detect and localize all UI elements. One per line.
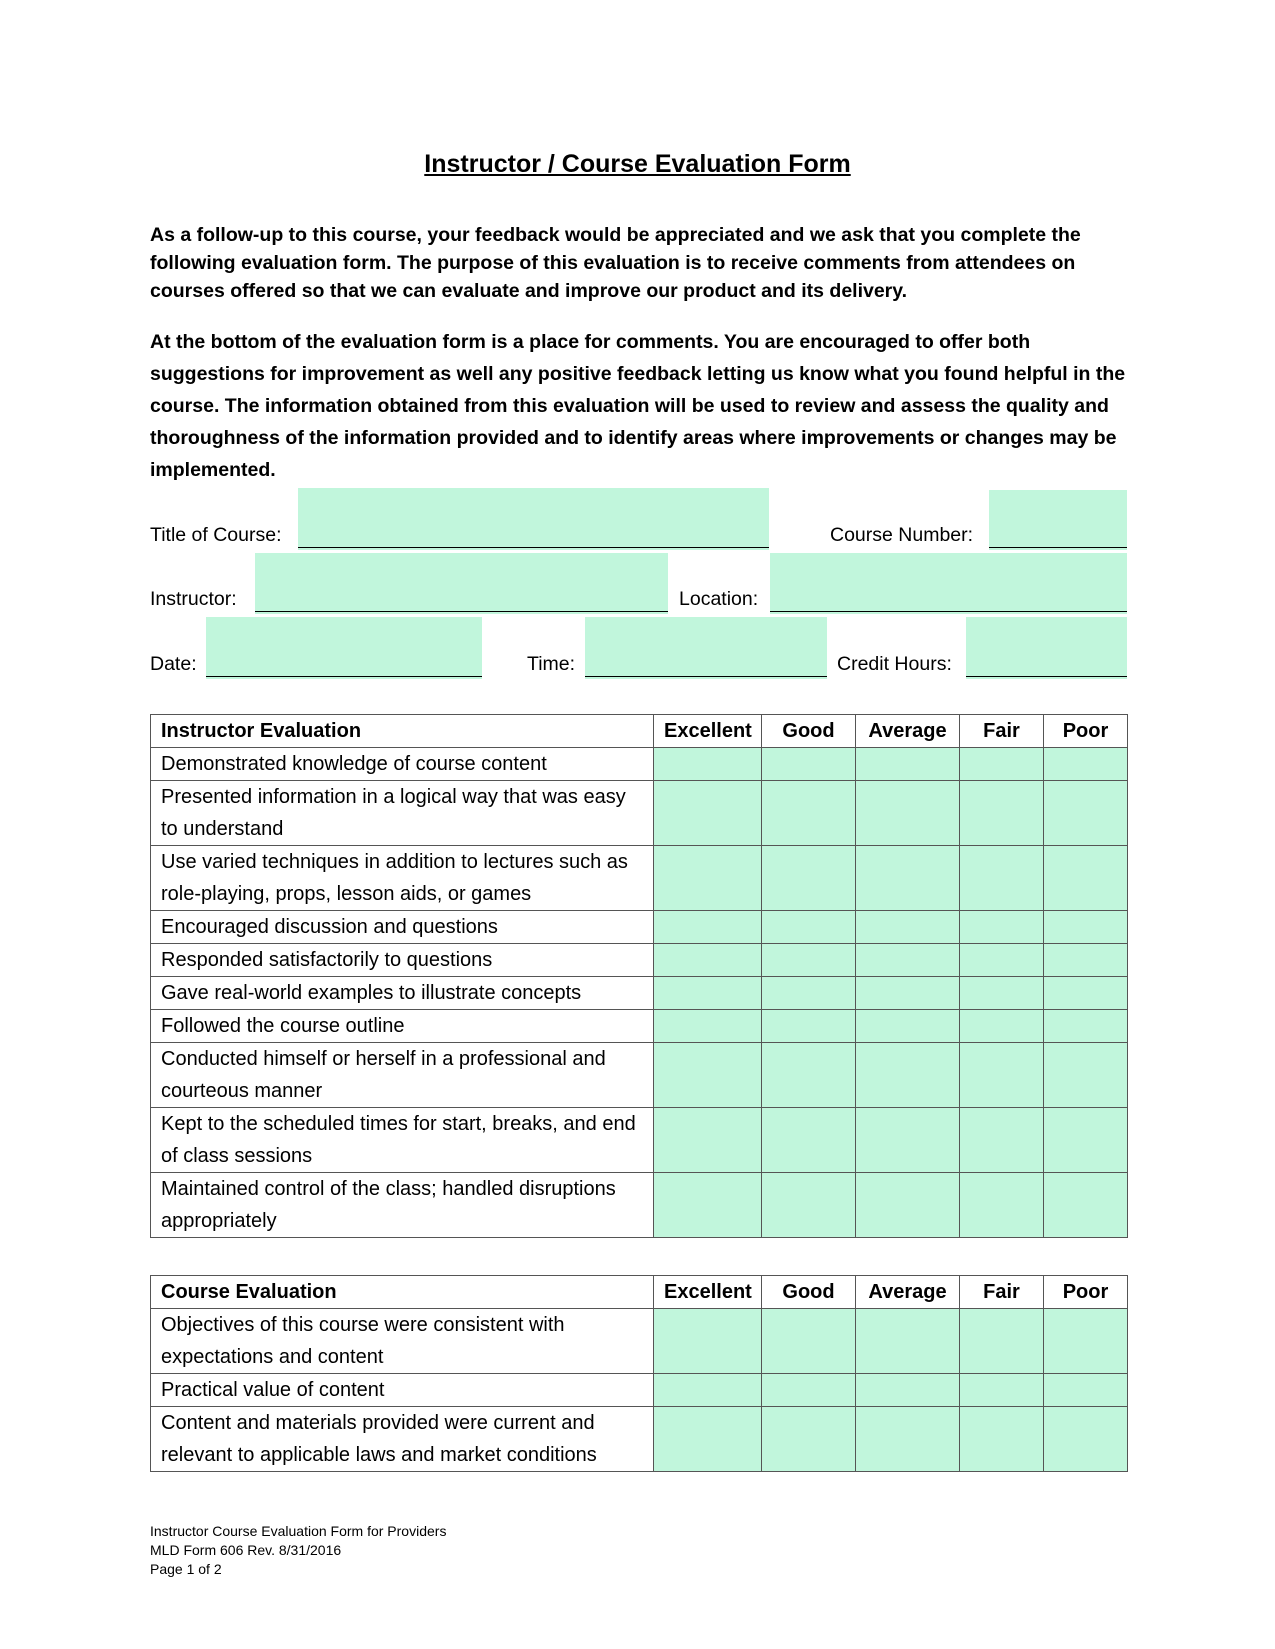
- column-average: Average: [856, 715, 960, 748]
- table-header-row: [151, 715, 1128, 748]
- table-row: [151, 1374, 1128, 1407]
- criterion-label: Maintained control of the class; handled disruptions appropriately: [151, 1173, 654, 1238]
- rating-cell-average[interactable]: [856, 977, 960, 1010]
- column-excellent: Excellent: [654, 715, 762, 748]
- rating-cell-excellent[interactable]: [654, 944, 762, 977]
- rating-cell-good[interactable]: [762, 1309, 856, 1374]
- rating-cell-fair[interactable]: [960, 911, 1044, 944]
- rating-cell-poor[interactable]: [1044, 977, 1128, 1010]
- column-good: Good: [762, 715, 856, 748]
- title-of-course-label: Title of Course:: [150, 524, 282, 546]
- form-title: Instructor / Course Evaluation Form: [424, 150, 851, 178]
- instructor-label: Instructor:: [150, 588, 237, 610]
- rating-cell-fair[interactable]: [960, 1374, 1044, 1407]
- table-row: [151, 1043, 1128, 1108]
- criterion-label: Objectives of this course were consistent with expectations and content: [151, 1309, 654, 1374]
- table-row: [151, 846, 1128, 911]
- criterion-label: Encouraged discussion and questions: [151, 911, 654, 944]
- rating-cell-excellent[interactable]: [654, 846, 762, 911]
- rating-cell-fair[interactable]: [960, 781, 1044, 846]
- rating-cell-good[interactable]: [762, 1173, 856, 1238]
- location-label: Location:: [679, 588, 759, 610]
- rating-cell-excellent[interactable]: [654, 1374, 762, 1407]
- footer: [150, 1522, 446, 1579]
- criterion-label: Use varied techniques in addition to lectures such as role-playing, props, lesson aids, or games: [151, 846, 654, 911]
- criterion-label: Content and materials provided were current and relevant to applicable laws and market conditions: [151, 1407, 654, 1472]
- rating-cell-poor[interactable]: [1044, 1309, 1128, 1374]
- instructor-underline: [255, 611, 668, 612]
- rating-cell-average[interactable]: [856, 1043, 960, 1108]
- rating-cell-fair[interactable]: [960, 944, 1044, 977]
- rating-cell-fair[interactable]: [960, 1309, 1044, 1374]
- rating-cell-poor[interactable]: [1044, 944, 1128, 977]
- rating-cell-good[interactable]: [762, 1407, 856, 1472]
- rating-cell-fair[interactable]: [960, 1108, 1044, 1173]
- criterion-label: Gave real-world examples to illustrate concepts: [151, 977, 654, 1010]
- rating-cell-excellent[interactable]: [654, 781, 762, 846]
- rating-cell-fair[interactable]: [960, 748, 1044, 781]
- criterion-label: Demonstrated knowledge of course content: [151, 748, 654, 781]
- rating-cell-poor[interactable]: [1044, 1010, 1128, 1043]
- instructor-field[interactable]: [255, 553, 668, 614]
- rating-cell-poor[interactable]: [1044, 1043, 1128, 1108]
- rating-cell-excellent[interactable]: [654, 911, 762, 944]
- rating-cell-fair[interactable]: [960, 1043, 1044, 1108]
- course-number-field[interactable]: [989, 490, 1127, 550]
- rating-cell-good[interactable]: [762, 944, 856, 977]
- time-underline: [585, 676, 827, 677]
- column-fair: Fair: [960, 1276, 1044, 1309]
- rating-cell-average[interactable]: [856, 1309, 960, 1374]
- rating-cell-fair[interactable]: [960, 977, 1044, 1010]
- rating-cell-average[interactable]: [856, 846, 960, 911]
- rating-cell-average[interactable]: [856, 944, 960, 977]
- rating-cell-poor[interactable]: [1044, 1173, 1128, 1238]
- footer-form-name: Instructor Course Evaluation Form for Providers: [150, 1523, 447, 1539]
- rating-cell-excellent[interactable]: [654, 1407, 762, 1472]
- rating-cell-poor[interactable]: [1044, 1374, 1128, 1407]
- criterion-label: Kept to the scheduled times for start, breaks, and end of class sessions: [151, 1108, 654, 1173]
- rating-cell-good[interactable]: [762, 1043, 856, 1108]
- course-evaluation-table: [150, 1275, 1128, 1472]
- rating-cell-average[interactable]: [856, 1010, 960, 1043]
- rating-cell-average[interactable]: [856, 911, 960, 944]
- table-header-row: [151, 1276, 1128, 1309]
- column-poor: Poor: [1044, 715, 1128, 748]
- location-underline: [770, 611, 1127, 612]
- rating-cell-fair[interactable]: [960, 1173, 1044, 1238]
- rating-cell-poor[interactable]: [1044, 748, 1128, 781]
- column-good: Good: [762, 1276, 856, 1309]
- rating-cell-fair[interactable]: [960, 846, 1044, 911]
- rating-cell-excellent[interactable]: [654, 977, 762, 1010]
- footer-form-number: MLD Form 606 Rev. 8/31/2016: [150, 1542, 342, 1558]
- rating-cell-good[interactable]: [762, 846, 856, 911]
- column-poor: Poor: [1044, 1276, 1128, 1309]
- time-field[interactable]: [585, 617, 827, 679]
- rating-cell-good[interactable]: [762, 781, 856, 846]
- time-label: Time:: [527, 653, 576, 675]
- rating-cell-poor[interactable]: [1044, 846, 1128, 911]
- criterion-label: Responded satisfactorily to questions: [151, 944, 654, 977]
- rating-cell-fair[interactable]: [960, 1010, 1044, 1043]
- date-label: Date:: [150, 653, 197, 675]
- credit-hours-underline: [966, 676, 1127, 677]
- rating-cell-excellent[interactable]: [654, 1108, 762, 1173]
- title-of-course-underline: [298, 547, 769, 548]
- rating-cell-average[interactable]: [856, 1374, 960, 1407]
- rating-cell-excellent[interactable]: [654, 1173, 762, 1238]
- course-number-underline: [989, 547, 1127, 548]
- column-fair: Fair: [960, 715, 1044, 748]
- intro-paragraph-1: As a follow-up to this course, your feedback would be appreciated and we ask that you complete the following evaluation form. The purpose of this evaluation is to receive comments from attendees on courses offered so that we can evaluate and improve our product and its delivery.: [150, 224, 1081, 302]
- course-evaluation-heading: Course Evaluation: [151, 1276, 654, 1309]
- footer-page-number: Page 1 of 2: [150, 1561, 222, 1577]
- instructor-evaluation-heading: Instructor Evaluation: [151, 715, 654, 748]
- rating-cell-average[interactable]: [856, 1407, 960, 1472]
- rating-cell-excellent[interactable]: [654, 1043, 762, 1108]
- date-underline: [206, 676, 482, 677]
- table-row: [151, 1010, 1128, 1043]
- rating-cell-good[interactable]: [762, 1108, 856, 1173]
- rating-cell-poor[interactable]: [1044, 911, 1128, 944]
- location-field[interactable]: [770, 553, 1127, 614]
- date-field[interactable]: [206, 617, 482, 679]
- rating-cell-good[interactable]: [762, 977, 856, 1010]
- table-row: [151, 748, 1128, 781]
- credit-hours-label: Credit Hours:: [837, 653, 952, 675]
- rating-cell-average[interactable]: [856, 1173, 960, 1238]
- criterion-label: Followed the course outline: [151, 1010, 654, 1043]
- rating-cell-good[interactable]: [762, 1374, 856, 1407]
- table-row: [151, 944, 1128, 977]
- rating-cell-average[interactable]: [856, 781, 960, 846]
- rating-cell-average[interactable]: [856, 748, 960, 781]
- table-row: [151, 1108, 1128, 1173]
- rating-cell-excellent[interactable]: [654, 1309, 762, 1374]
- rating-cell-excellent[interactable]: [654, 748, 762, 781]
- table-row: [151, 781, 1128, 846]
- rating-cell-good[interactable]: [762, 1010, 856, 1043]
- table-row: [151, 1309, 1128, 1374]
- rating-cell-average[interactable]: [856, 1108, 960, 1173]
- intro-paragraph-2: At the bottom of the evaluation form is a place for comments. You are encouraged to offer both suggestions for improvement as well any positive feedback letting us know what you found helpful in the course. The information obtained from this evaluation will be used to review and assess the quality and thoroughness of the information provided and to identify areas where improvements or changes may be implemented.: [150, 331, 1126, 481]
- rating-cell-good[interactable]: [762, 911, 856, 944]
- rating-cell-excellent[interactable]: [654, 1010, 762, 1043]
- rating-cell-poor[interactable]: [1044, 1407, 1128, 1472]
- table-row: [151, 1173, 1128, 1238]
- criterion-label: Practical value of content: [151, 1374, 654, 1407]
- criterion-label: Presented information in a logical way that was easy to understand: [151, 781, 654, 846]
- instructor-evaluation-table: [150, 714, 1128, 1238]
- rating-cell-fair[interactable]: [960, 1407, 1044, 1472]
- column-excellent: Excellent: [654, 1276, 762, 1309]
- rating-cell-poor[interactable]: [1044, 1108, 1128, 1173]
- table-row: [151, 1407, 1128, 1472]
- rating-cell-poor[interactable]: [1044, 781, 1128, 846]
- table-row: [151, 977, 1128, 1010]
- title-of-course-field[interactable]: [298, 488, 769, 550]
- course-number-label: Course Number:: [830, 524, 974, 546]
- rating-cell-good[interactable]: [762, 748, 856, 781]
- credit-hours-field[interactable]: [966, 617, 1127, 679]
- table-row: [151, 911, 1128, 944]
- column-average: Average: [856, 1276, 960, 1309]
- criterion-label: Conducted himself or herself in a professional and courteous manner: [151, 1043, 654, 1108]
